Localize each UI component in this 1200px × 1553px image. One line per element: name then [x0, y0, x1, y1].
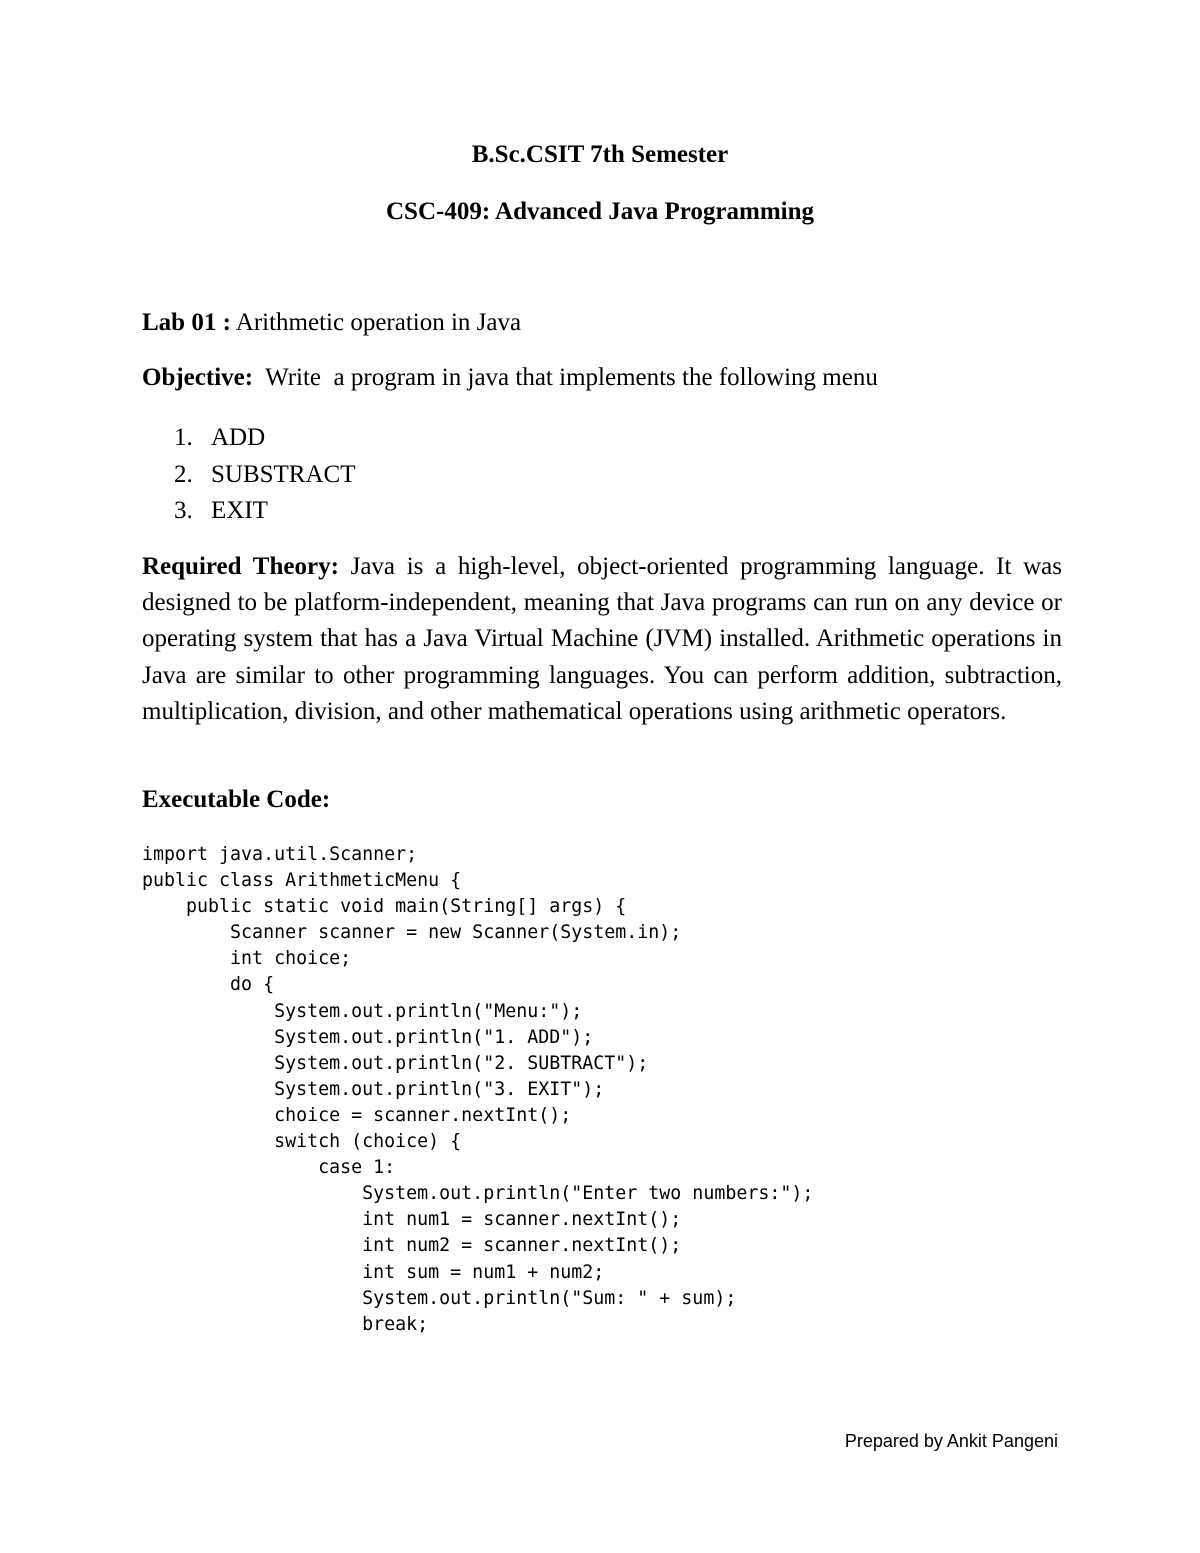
code-line: do { — [142, 974, 275, 996]
course-title: B.Sc.CSIT 7th Semester — [471, 141, 729, 168]
objective-line — [142, 364, 1062, 392]
page-footer: Prepared by Ankit Pangeni — [844, 1431, 1058, 1451]
list-item-number: 3. — [174, 497, 193, 524]
code-line: System.out.println("Menu:"); — [142, 1000, 583, 1022]
lab-label: Lab 01 : — [142, 309, 231, 336]
code-line: import java.util.Scanner; — [142, 844, 418, 865]
code-line: System.out.println("2. SUBTRACT"); — [142, 1052, 649, 1074]
theory-text: Java is a high-level, object-oriented programming language. It was designed to be platform-independent, meaning that Java programs can run on any device or operating system that has a Java Virtual Machine (JVM) installed. Arithmetic operations in Java are similar to other programming languages. You can perform addition, subtraction, multiplication, division, and other mathematical operations using arithmetic operators. — [142, 553, 1062, 725]
code-line: System.out.println("3. EXIT"); — [142, 1078, 605, 1100]
code-line: System.out.println("1. ADD"); — [142, 1026, 594, 1048]
theory-paragraph — [142, 549, 1062, 730]
lab-line — [142, 309, 1062, 337]
code-line: Scanner scanner = new Scanner(System.in); — [142, 922, 682, 944]
course-subtitle: CSC-409: Advanced Java Programming — [385, 198, 814, 225]
list-item — [174, 457, 355, 494]
lab-title: Arithmetic operation in Java — [230, 309, 522, 336]
list-item-number: 2. — [174, 460, 193, 488]
list-item — [174, 493, 355, 530]
code-heading: Executable Code: — [142, 786, 331, 813]
code-line: choice = scanner.nextInt(); — [142, 1104, 572, 1126]
theory-label: Required Theory: — [142, 553, 339, 580]
code-line: public static void main(String[] args) { — [142, 896, 627, 918]
code-line: int num2 = scanner.nextInt(); — [142, 1235, 682, 1257]
code-line: int num1 = scanner.nextInt(); — [142, 1209, 682, 1231]
code-line: switch (choice) { — [142, 1131, 462, 1153]
code-line: break; — [142, 1313, 429, 1335]
code-block — [142, 842, 813, 1338]
menu-list — [174, 420, 355, 530]
code-line: public class ArithmeticMenu { — [142, 870, 462, 892]
list-item-label: SUBSTRACT — [211, 460, 356, 488]
code-line: System.out.println("Sum: " + sum); — [142, 1287, 737, 1309]
code-line: int sum = num1 + num2; — [142, 1261, 605, 1283]
list-item-label: ADD — [211, 424, 266, 451]
objective-label: Objective: — [142, 364, 254, 391]
objective-text: Write a program in java that implements the following menu — [253, 364, 878, 391]
list-item-label: EXIT — [211, 497, 268, 524]
code-line: System.out.println("Enter two numbers:"); — [142, 1183, 814, 1205]
code-line: case 1: — [142, 1157, 396, 1179]
code-line: int choice; — [142, 948, 352, 970]
list-item — [174, 420, 355, 457]
list-item-number: 1. — [174, 424, 193, 451]
